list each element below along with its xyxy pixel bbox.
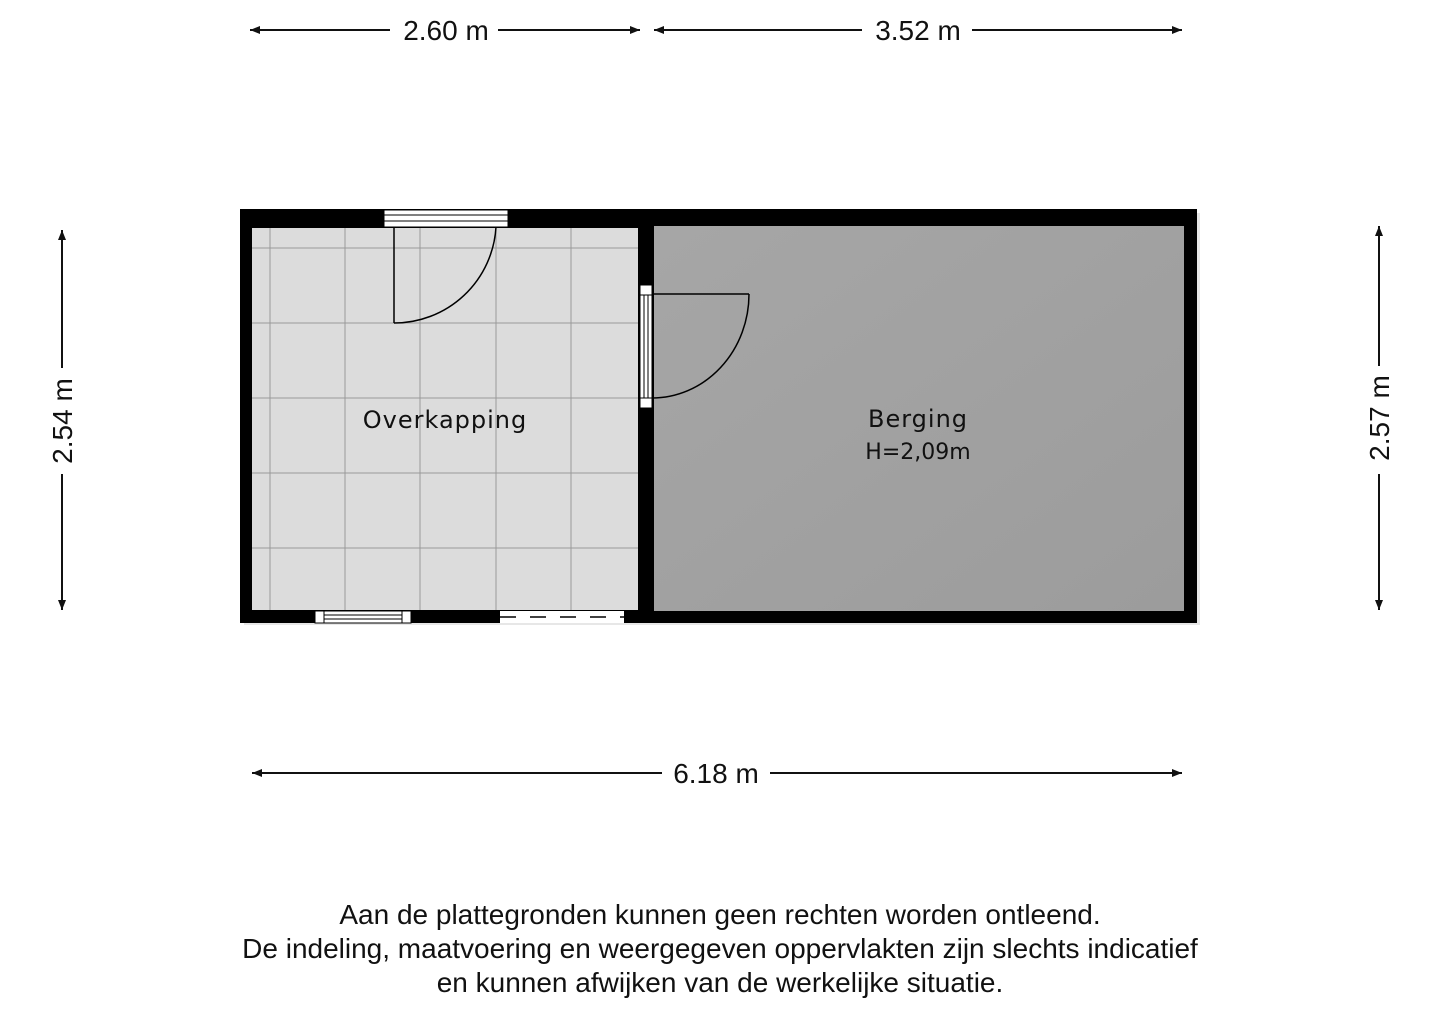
disclaimer-line: De indeling, maatvoering en weergegeven oppervlakten zijn slechts indicatief <box>242 933 1198 964</box>
dimension-right <box>1364 226 1395 610</box>
dimension-bottom <box>252 758 1182 789</box>
room-height-berging: H=2,09m <box>865 440 971 465</box>
dimension-top-right <box>654 15 1182 46</box>
disclaimer-line: Aan de plattegronden kunnen geen rechten worden ontleend. <box>339 899 1101 930</box>
room-label-overkapping: Overkapping <box>362 406 528 434</box>
dimension-label: 2.57 m <box>1364 375 1395 461</box>
dimension-label: 2.60 m <box>403 15 489 46</box>
disclaimer <box>0 898 1440 1000</box>
room-label-berging: Berging <box>867 405 969 433</box>
dimension-left <box>47 230 78 610</box>
bottom-window <box>315 611 411 623</box>
dimension-label: 2.54 m <box>47 378 78 464</box>
dimension-label: 6.18 m <box>673 758 759 789</box>
dimension-label: 3.52 m <box>875 15 961 46</box>
disclaimer-line: en kunnen afwijken van de werkelijke situatie. <box>436 967 1004 998</box>
bottom-opening <box>500 611 624 623</box>
dimension-top-left <box>250 15 640 46</box>
